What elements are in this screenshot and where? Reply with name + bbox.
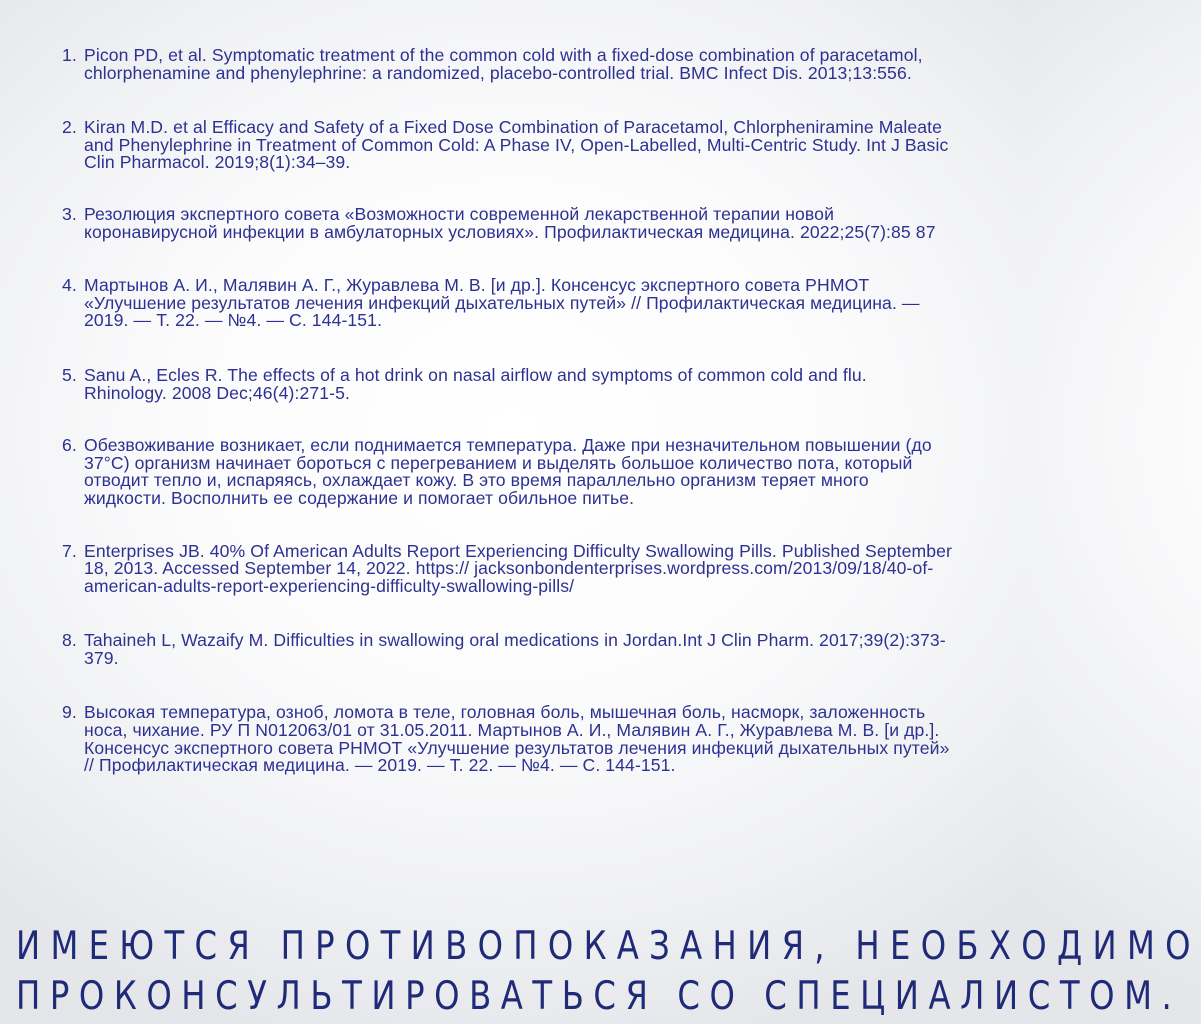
reference-number: 5. (62, 364, 77, 385)
warning-line-1: ИМЕЮТСЯ ПРОТИВОПОКАЗАНИЯ, НЕОБХОДИМО (16, 924, 1201, 969)
reference-number: 4. (62, 275, 77, 296)
reference-list (62, 47, 952, 775)
contraindications-warning (16, 922, 1201, 1022)
reference-number: 7. (62, 540, 77, 561)
reference-number: 8. (62, 630, 77, 651)
reference-item-6 (62, 437, 952, 507)
reference-text: Резолюция экспертного совета «Возможности современной лекарственной терапии новой коронавирусной инфекции в амбулаторных условиях». Профилактическая медицина. 2022;25(7):85 87 (84, 203, 936, 242)
reference-item-3 (62, 203, 952, 242)
reference-item-8 (62, 632, 952, 667)
reference-text: Picon PD, et al. Symptomatic treatment of the common cold with a fixed-dose combination of paracetamol, chlorphenamine and phenylephrine: a randomized, placebo-controlled trial. BMC Infect Dis. 2013;13:556. (84, 45, 923, 83)
reference-number: 1. (62, 45, 77, 65)
reference-text: Kiran M.D. et al Efficacy and Safety of a Fixed Dose Combination of Paracetamol, Chlorpheniramine Maleate and Phenylephrine in Treatment of Common Cold: A Phase IV, Open-Labelled, Multi-Centric Study. Int J Basic Clin Pharmacol. 2019;8(1):34–39. (84, 117, 949, 173)
reference-item-5 (62, 364, 952, 403)
reference-text: Мартынов А. И., Малявин А. Г., Журавлева М. В. [и др.]. Консенсус экспертного совета РНМОТ «Улучшение результатов лечения инфекций дыхательных путей» // Профилактическая медицина. — 2019. — Т. 22. — №4. — С. 144-151. (84, 275, 920, 331)
reference-text: Обезвоживание возникает, если поднимается температура. Даже при незначительном повышении (до 37°C) организм начинает бороться с перегреванием и выделять большое количество пота, который отводит тепло и, испаряясь, охлаждает кожу. В это время параллельно организм теряет много жидкости. Восполнить ее содержание и помогает обильное питье. (84, 435, 932, 508)
reference-number: 3. (62, 203, 77, 224)
reference-number: 2. (62, 117, 77, 138)
reference-item-9 (62, 704, 952, 774)
warning-line-2: ПРОКОНСУЛЬТИРОВАТЬСЯ СО СПЕЦИАЛИСТОМ. (16, 974, 1182, 1019)
reference-item-2 (62, 119, 952, 172)
reference-number: 6. (62, 435, 77, 456)
reference-text: Enterprises JB. 40% Of American Adults Report Experiencing Difficulty Swallowing Pills. Published September 18, 2013. Accessed September 14, 2022. https:// jacksonbondenterprises.wordpress.com/2013/09/18/40-of-american-adults-report-experiencing-difficulty-swallowing-pills/ (84, 540, 952, 596)
reference-text: Tahaineh L, Wazaify M. Difficulties in swallowing oral medications in Jordan.Int J Clin Pharm. 2017;39(2):373-379. (84, 630, 946, 668)
reference-text: Высокая температура, озноб, ломота в теле, головная боль, мышечная боль, насморк, заложенность носа, чихание. РУ П N012063/01 от 31.05.2011. Мартынов А. И., Малявин А. Г., Журавлева М. В. [и др.]. Консенсус экспертного совета РНМОТ «Улучшение результатов лечения инфекций дыхательных путей» // Профилактическая медицина. — 2019. — Т. 22. — №4. — С. 144-151. (84, 702, 950, 776)
reference-item-4 (62, 277, 952, 330)
reference-item-7 (62, 540, 952, 596)
reference-number: 9. (62, 702, 77, 723)
reference-item-1 (62, 47, 952, 82)
reference-text: Sanu A., Ecles R. The effects of a hot drink on nasal airflow and symptoms of common cold and flu. Rhinology. 2008 Dec;46(4):271-5. (84, 364, 867, 403)
